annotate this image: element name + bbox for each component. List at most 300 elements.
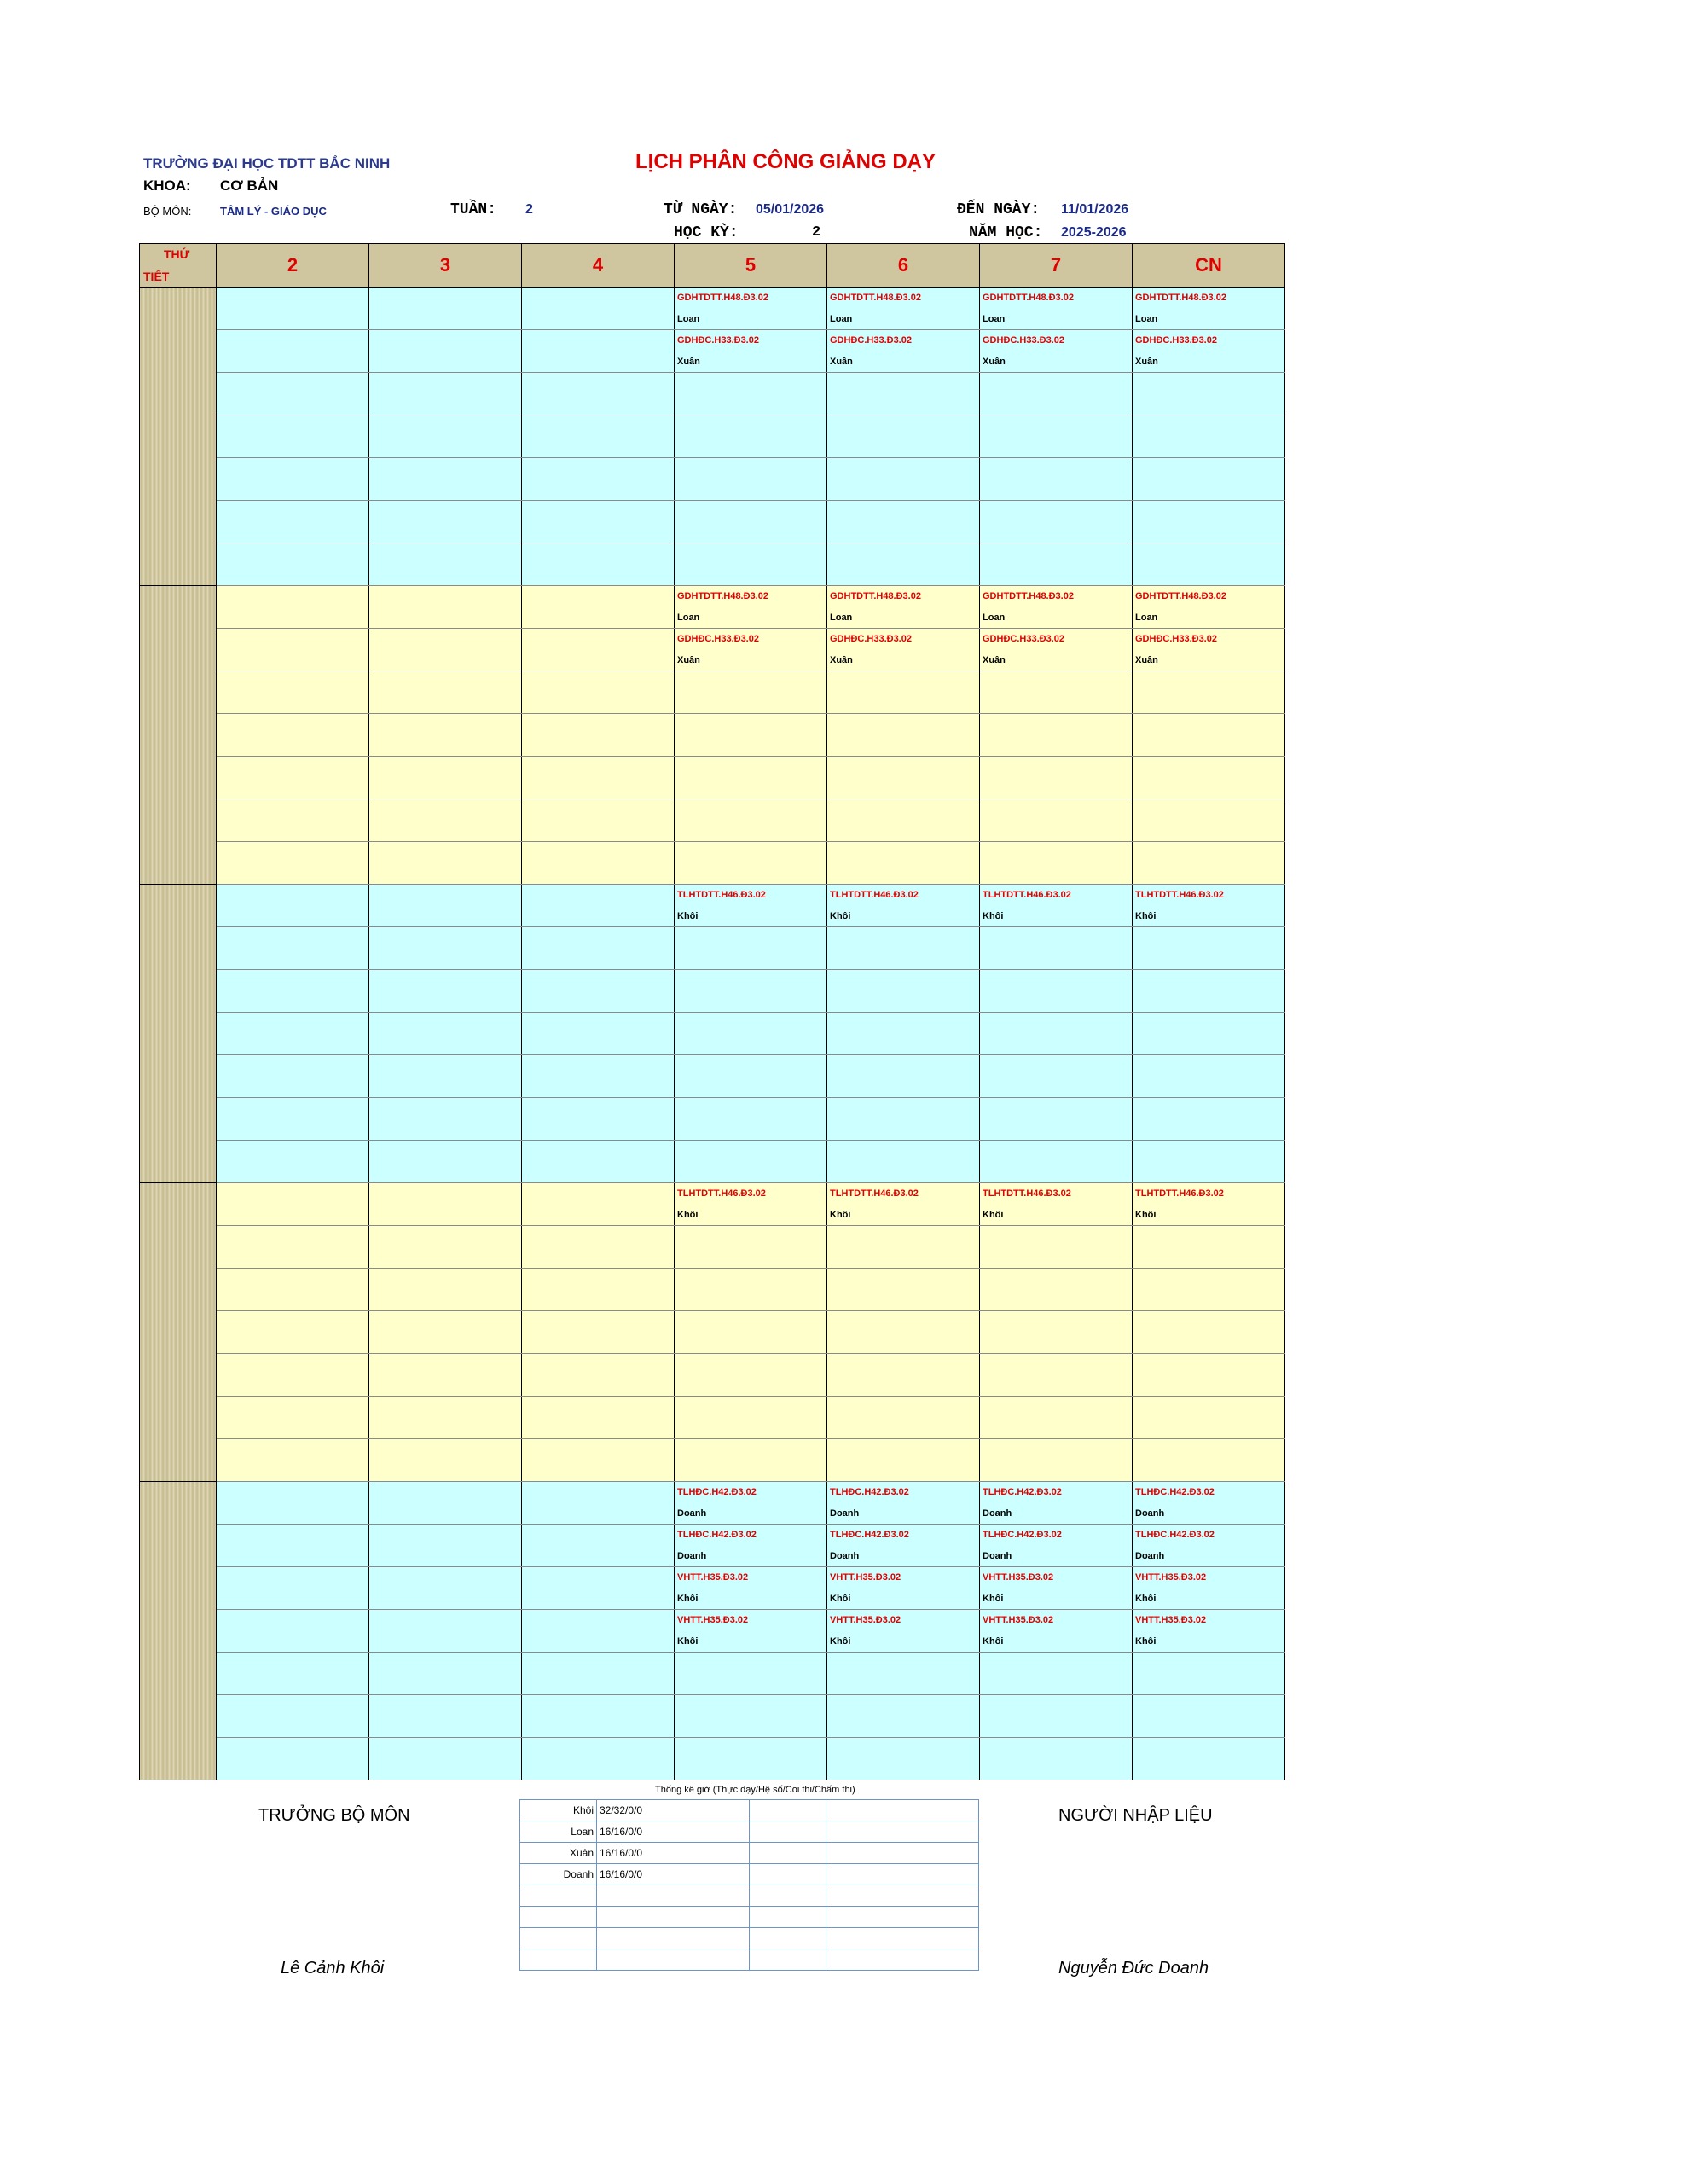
schedule-cell <box>1133 842 1285 885</box>
course-code: GDHTDTT.H48.Đ3.02 <box>830 591 921 601</box>
schedule-cell <box>369 543 522 586</box>
course-code: VHTT.H35.Đ3.02 <box>677 1572 749 1583</box>
schedule-cell <box>369 1397 522 1439</box>
stats-value <box>750 1885 826 1907</box>
schedule-cell <box>369 799 522 842</box>
schedule-cell <box>980 1738 1133 1780</box>
schedule-cell <box>827 330 980 373</box>
denngay-value: 11/01/2026 <box>1061 202 1129 217</box>
period-row <box>140 1653 1285 1695</box>
schedule-cell <box>980 1695 1133 1738</box>
schedule-cell <box>369 1525 522 1567</box>
stats-value <box>826 1800 979 1821</box>
course-code: TLHĐC.H42.Đ3.02 <box>1135 1487 1215 1497</box>
schedule-cell <box>522 629 675 671</box>
school-name: TRƯỜNG ĐẠI HỌC TDTT BẮC NINH <box>143 155 391 171</box>
stats-value <box>826 1821 979 1843</box>
schedule-cell <box>369 1269 522 1311</box>
corner-thu: THỨ <box>164 247 190 261</box>
schedule-cell <box>217 1482 369 1525</box>
schedule-cell <box>1133 629 1285 671</box>
schedule-cell <box>980 629 1133 671</box>
stats-value: 16/16/0/0 <box>597 1864 750 1885</box>
day-header-row <box>140 244 1285 288</box>
schedule-cell <box>827 970 980 1013</box>
course-code: TLHĐC.H42.Đ3.02 <box>983 1487 1062 1497</box>
period-row <box>140 458 1285 501</box>
course-code: TLHTDTT.H46.Đ3.02 <box>830 1188 919 1199</box>
day-header: 2 <box>217 244 369 288</box>
schedule-cell <box>827 1311 980 1354</box>
schedule-cell <box>1133 1482 1285 1525</box>
schedule-cell <box>217 1098 369 1141</box>
teacher-name: Xuân <box>677 357 700 367</box>
schedule-cell <box>675 1439 827 1482</box>
schedule-cell <box>675 1695 827 1738</box>
stats-value <box>826 1864 979 1885</box>
schedule-cell <box>675 714 827 757</box>
stats-row <box>520 1821 979 1843</box>
schedule-cell <box>1133 458 1285 501</box>
schedule-cell <box>980 842 1133 885</box>
schedule-cell <box>675 1610 827 1653</box>
period-row <box>140 543 1285 586</box>
schedule-cell <box>369 757 522 799</box>
schedule-cell <box>522 1354 675 1397</box>
period-row <box>140 1311 1285 1354</box>
schedule-cell <box>827 1567 980 1610</box>
teacher-name: Xuân <box>830 357 853 367</box>
schedule-cell <box>522 330 675 373</box>
course-code: VHTT.H35.Đ3.02 <box>830 1572 901 1583</box>
schedule-cell <box>980 1013 1133 1055</box>
period-row <box>140 842 1285 885</box>
schedule-cell <box>522 757 675 799</box>
schedule-cell <box>675 586 827 629</box>
course-code: GDHĐC.H33.Đ3.02 <box>677 335 759 346</box>
schedule-cell <box>369 1439 522 1482</box>
course-code: TLHTDTT.H46.Đ3.02 <box>983 890 1071 900</box>
day-header: 5 <box>675 244 827 288</box>
schedule-cell <box>675 288 827 330</box>
schedule-cell <box>217 1567 369 1610</box>
schedule-cell <box>217 1226 369 1269</box>
teacher-name: Xuân <box>1135 357 1158 367</box>
teacher-name: Loan <box>677 613 700 623</box>
course-code: GDHTDTT.H48.Đ3.02 <box>1135 293 1226 303</box>
period-row <box>140 1439 1285 1482</box>
stats-value: 16/16/0/0 <box>597 1821 750 1843</box>
schedule-cell <box>369 1055 522 1098</box>
schedule-cell <box>217 288 369 330</box>
teacher-name: Loan <box>1135 613 1158 623</box>
schedule-cell <box>522 1525 675 1567</box>
course-code: GDHTDTT.H48.Đ3.02 <box>1135 591 1226 601</box>
schedule-cell <box>827 1653 980 1695</box>
schedule-cell <box>369 1567 522 1610</box>
schedule-cell <box>1133 671 1285 714</box>
schedule-cell <box>522 671 675 714</box>
corner-tiet: TIẾT <box>143 270 170 283</box>
stats-teacher <box>520 1885 597 1907</box>
schedule-cell <box>980 1141 1133 1183</box>
schedule-cell <box>980 1354 1133 1397</box>
schedule-cell <box>827 1397 980 1439</box>
teacher-name: Khôi <box>1135 1594 1157 1604</box>
schedule-cell <box>217 1269 369 1311</box>
schedule-cell <box>217 757 369 799</box>
truong-bo-mon-label: TRƯỞNG BỘ MÔN <box>258 1806 410 1825</box>
tuan-label: TUẦN: <box>450 201 497 218</box>
schedule-cell <box>369 842 522 885</box>
session-side-cell <box>140 586 217 885</box>
schedule-cell <box>217 629 369 671</box>
tuan-value: 2 <box>525 202 533 217</box>
course-code: TLHTDTT.H46.Đ3.02 <box>1135 890 1224 900</box>
stats-teacher: Xuân <box>520 1843 597 1864</box>
schedule-cell <box>522 1098 675 1141</box>
schedule-cell <box>369 1610 522 1653</box>
period-row <box>140 373 1285 415</box>
teacher-name: Khôi <box>830 911 851 921</box>
schedule-cell <box>369 970 522 1013</box>
period-row <box>140 1695 1285 1738</box>
teacher-name: Loan <box>1135 314 1158 324</box>
schedule-cell <box>980 373 1133 415</box>
schedule-cell <box>1133 1311 1285 1354</box>
schedule-cell <box>1133 927 1285 970</box>
schedule-cell <box>675 543 827 586</box>
schedule-cell <box>827 415 980 458</box>
schedule-cell <box>522 288 675 330</box>
schedule-cell <box>827 842 980 885</box>
schedule-cell <box>522 1397 675 1439</box>
schedule-cell <box>980 586 1133 629</box>
stats-value <box>826 1843 979 1864</box>
schedule-cell <box>369 1354 522 1397</box>
session-side-cell <box>140 288 217 586</box>
schedule-cell <box>522 1610 675 1653</box>
schedule-cell <box>980 1098 1133 1141</box>
teacher-name: Khôi <box>983 1594 1004 1604</box>
schedule-cell <box>217 1695 369 1738</box>
schedule-cell <box>369 458 522 501</box>
schedule-cell <box>827 1695 980 1738</box>
course-code: GDHĐC.H33.Đ3.02 <box>830 335 912 346</box>
period-row <box>140 330 1285 373</box>
stats-teacher <box>520 1907 597 1928</box>
schedule-cell <box>522 543 675 586</box>
session-side-cell <box>140 1482 217 1780</box>
teacher-name: Khôi <box>983 1636 1004 1647</box>
teacher-name: Doanh <box>1135 1508 1165 1519</box>
period-row <box>140 1738 1285 1780</box>
course-code: GDHĐC.H33.Đ3.02 <box>1135 634 1217 644</box>
schedule-cell <box>827 1482 980 1525</box>
schedule-cell <box>827 1141 980 1183</box>
course-code: TLHTDTT.H46.Đ3.02 <box>830 890 919 900</box>
period-row <box>140 1397 1285 1439</box>
schedule-cell <box>980 543 1133 586</box>
stats-teacher: Khôi <box>520 1800 597 1821</box>
schedule-cell <box>1133 1397 1285 1439</box>
schedule-cell <box>522 799 675 842</box>
teacher-name: Loan <box>983 314 1006 324</box>
schedule-cell <box>369 330 522 373</box>
schedule-cell <box>980 1525 1133 1567</box>
period-row <box>140 1525 1285 1567</box>
period-row <box>140 1482 1285 1525</box>
course-code: VHTT.H35.Đ3.02 <box>983 1615 1054 1625</box>
schedule-cell <box>980 1482 1133 1525</box>
period-row <box>140 1269 1285 1311</box>
schedule-cell <box>1133 1354 1285 1397</box>
schedule-cell <box>217 1439 369 1482</box>
schedule-cell <box>827 885 980 927</box>
course-code: VHTT.H35.Đ3.02 <box>983 1572 1054 1583</box>
period-row <box>140 927 1285 970</box>
schedule-cell <box>827 1610 980 1653</box>
stats-table <box>519 1799 979 1971</box>
schedule-cell <box>980 1567 1133 1610</box>
teacher-name: Doanh <box>983 1551 1012 1561</box>
schedule-cell <box>522 458 675 501</box>
course-code: VHTT.H35.Đ3.02 <box>1135 1615 1207 1625</box>
teacher-name: Doanh <box>983 1508 1012 1519</box>
teacher-name: Khôi <box>677 1210 699 1220</box>
period-row <box>140 1183 1285 1226</box>
schedule-cell <box>675 415 827 458</box>
schedule-cell <box>675 885 827 927</box>
schedule-cell <box>1133 1439 1285 1482</box>
stats-value <box>750 1949 826 1971</box>
schedule-cell <box>827 288 980 330</box>
course-code: VHTT.H35.Đ3.02 <box>830 1615 901 1625</box>
stats-value <box>826 1949 979 1971</box>
stats-value <box>750 1821 826 1843</box>
schedule-cell <box>369 671 522 714</box>
schedule-cell <box>1133 714 1285 757</box>
schedule-cell <box>675 1397 827 1439</box>
course-code: TLHTDTT.H46.Đ3.02 <box>983 1188 1071 1199</box>
schedule-cell <box>980 799 1133 842</box>
teacher-name: Khôi <box>830 1636 851 1647</box>
schedule-cell <box>369 501 522 543</box>
period-row <box>140 1226 1285 1269</box>
schedule-cell <box>1133 501 1285 543</box>
stats-row <box>520 1843 979 1864</box>
schedule-cell <box>1133 586 1285 629</box>
schedule-cell <box>827 1525 980 1567</box>
schedule-cell <box>369 927 522 970</box>
teacher-name: Xuân <box>983 357 1006 367</box>
schedule-cell <box>1133 1653 1285 1695</box>
teacher-name: Xuân <box>677 655 700 665</box>
teacher-name: Khôi <box>983 911 1004 921</box>
schedule-cell <box>1133 288 1285 330</box>
schedule-cell <box>980 885 1133 927</box>
session-side-cell <box>140 1183 217 1482</box>
course-code: GDHTDTT.H48.Đ3.02 <box>677 293 768 303</box>
schedule-cell <box>827 1098 980 1141</box>
teacher-name: Xuân <box>830 655 853 665</box>
stats-value <box>750 1928 826 1949</box>
teacher-name: Loan <box>830 314 853 324</box>
schedule-cell <box>217 714 369 757</box>
khoa-label: KHOA: <box>143 177 191 194</box>
schedule-cell <box>827 1055 980 1098</box>
day-header: 6 <box>827 244 980 288</box>
schedule-cell <box>522 1141 675 1183</box>
schedule-cell <box>217 1141 369 1183</box>
stats-row <box>520 1907 979 1928</box>
schedule-cell <box>675 1354 827 1397</box>
course-code: GDHĐC.H33.Đ3.02 <box>1135 335 1217 346</box>
course-code: TLHĐC.H42.Đ3.02 <box>830 1530 909 1540</box>
period-row <box>140 970 1285 1013</box>
stats-value <box>597 1885 750 1907</box>
period-row <box>140 288 1285 330</box>
course-code: TLHTDTT.H46.Đ3.02 <box>677 1188 766 1199</box>
stats-value <box>597 1949 750 1971</box>
course-code: GDHĐC.H33.Đ3.02 <box>983 634 1064 644</box>
schedule-cell <box>369 586 522 629</box>
course-code: GDHTDTT.H48.Đ3.02 <box>983 591 1074 601</box>
stats-row <box>520 1864 979 1885</box>
schedule-cell <box>980 288 1133 330</box>
schedule-cell <box>217 1738 369 1780</box>
schedule-cell <box>827 714 980 757</box>
period-row <box>140 671 1285 714</box>
tungay-value: 05/01/2026 <box>756 202 825 217</box>
period-row <box>140 1098 1285 1141</box>
day-header: 4 <box>522 244 675 288</box>
schedule-cell <box>980 1055 1133 1098</box>
teacher-name: Loan <box>830 613 853 623</box>
schedule-cell <box>369 1098 522 1141</box>
period-row <box>140 629 1285 671</box>
schedule-cell <box>217 1183 369 1226</box>
teacher-name: Loan <box>983 613 1006 623</box>
schedule-cell <box>522 373 675 415</box>
day-header: CN <box>1133 244 1285 288</box>
schedule-cell <box>827 1013 980 1055</box>
teacher-name: Khôi <box>830 1210 851 1220</box>
schedule-cell <box>369 1738 522 1780</box>
schedule-cell <box>675 1055 827 1098</box>
course-code: TLHTDTT.H46.Đ3.02 <box>677 890 766 900</box>
schedule-cell <box>980 1226 1133 1269</box>
schedule-cell <box>980 1610 1133 1653</box>
period-row <box>140 757 1285 799</box>
schedule-cell <box>217 1653 369 1695</box>
teacher-name: Doanh <box>1135 1551 1165 1561</box>
period-row <box>140 1013 1285 1055</box>
schedule-cell <box>675 842 827 885</box>
schedule-cell <box>369 1013 522 1055</box>
schedule-cell <box>1133 970 1285 1013</box>
schedule-cell <box>980 970 1133 1013</box>
period-row <box>140 415 1285 458</box>
schedule-cell <box>827 1439 980 1482</box>
schedule-cell <box>1133 415 1285 458</box>
schedule-cell <box>217 1055 369 1098</box>
schedule-cell <box>675 1653 827 1695</box>
teacher-name: Xuân <box>983 655 1006 665</box>
schedule-cell <box>675 1013 827 1055</box>
schedule-cell <box>980 757 1133 799</box>
schedule-cell <box>522 1055 675 1098</box>
schedule-cell <box>980 671 1133 714</box>
khoa-value: CƠ BẢN <box>220 177 279 194</box>
schedule-cell <box>522 1439 675 1482</box>
schedule-cell <box>827 629 980 671</box>
schedule-cell <box>675 629 827 671</box>
schedule-cell <box>522 501 675 543</box>
schedule-cell <box>369 885 522 927</box>
schedule-cell <box>980 1439 1133 1482</box>
schedule-cell <box>980 1397 1133 1439</box>
hocky-label: HỌC KỲ: <box>674 224 739 241</box>
namhoc-label: NĂM HỌC: <box>969 224 1043 241</box>
schedule-cell <box>675 1141 827 1183</box>
schedule-cell <box>675 671 827 714</box>
stats-value <box>826 1928 979 1949</box>
schedule-cell <box>217 586 369 629</box>
schedule-cell <box>675 1311 827 1354</box>
schedule-cell <box>1133 1738 1285 1780</box>
schedule-cell <box>675 799 827 842</box>
schedule-cell <box>369 629 522 671</box>
schedule-cell <box>1133 1226 1285 1269</box>
stats-teacher: Loan <box>520 1821 597 1843</box>
schedule-cell <box>1133 1055 1285 1098</box>
schedule-cell <box>675 1226 827 1269</box>
schedule-cell <box>675 1482 827 1525</box>
stats-caption: Thống kê giờ (Thực dạy/Hệ số/Coi thi/Chấm thi) <box>655 1785 855 1795</box>
period-row <box>140 586 1285 629</box>
schedule-cell <box>522 1013 675 1055</box>
schedule-cell <box>827 458 980 501</box>
course-code: TLHĐC.H42.Đ3.02 <box>1135 1530 1215 1540</box>
period-row <box>140 1354 1285 1397</box>
schedule-cell <box>369 373 522 415</box>
signature-left: Lê Cảnh Khôi <box>281 1959 385 1978</box>
schedule-cell <box>217 415 369 458</box>
stats-value <box>750 1843 826 1864</box>
schedule-cell <box>217 1354 369 1397</box>
namhoc-value: 2025-2026 <box>1061 225 1127 240</box>
schedule-cell <box>217 1397 369 1439</box>
stats-value: 16/16/0/0 <box>597 1843 750 1864</box>
stats-row <box>520 1928 979 1949</box>
stats-value: 32/32/0/0 <box>597 1800 750 1821</box>
schedule-cell <box>980 330 1133 373</box>
schedule-cell <box>217 330 369 373</box>
schedule-table <box>139 243 1285 1780</box>
stats-value <box>597 1907 750 1928</box>
schedule-cell <box>217 1013 369 1055</box>
schedule-cell <box>827 1354 980 1397</box>
schedule-cell <box>522 1567 675 1610</box>
course-code: TLHĐC.H42.Đ3.02 <box>983 1530 1062 1540</box>
schedule-cell <box>980 458 1133 501</box>
stats-row <box>520 1800 979 1821</box>
schedule-cell <box>522 1482 675 1525</box>
teacher-name: Khôi <box>1135 1636 1157 1647</box>
teacher-name: Khôi <box>983 1210 1004 1220</box>
schedule-cell <box>522 842 675 885</box>
